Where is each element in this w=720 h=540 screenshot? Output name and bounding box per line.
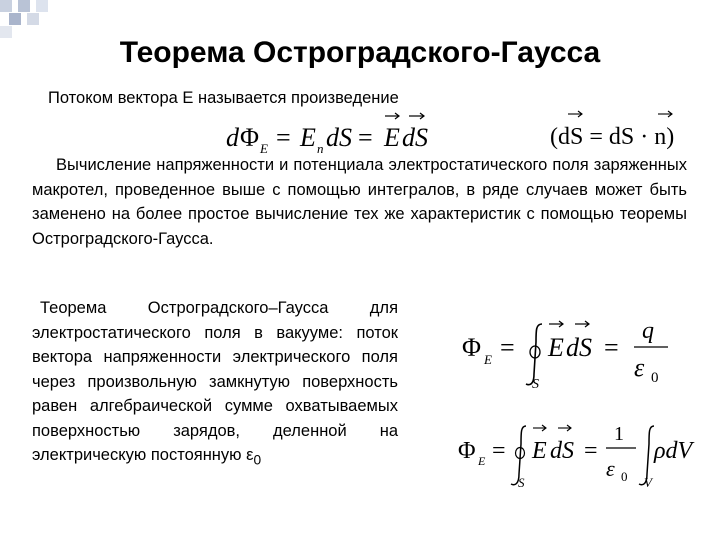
svg-text:=: = <box>604 333 619 362</box>
svg-text:q: q <box>642 318 654 344</box>
decor-square <box>27 13 39 25</box>
svg-text:V: V <box>644 475 652 490</box>
epsilon-subscript: 0 <box>253 452 262 468</box>
paragraph-1-text: Вычисление напряженности и потенциала электростатического поля заряженных макротел, проведенное выше с помощью интегралов, в ряде случаев может быть заменено на более простое вычисление тех же характеристик с помощью теоремы Остроградского-Гаусса. <box>32 156 687 248</box>
svg-text:(dS = dS · n): (dS = dS · n) <box>550 124 675 150</box>
svg-text:E: E <box>548 333 564 362</box>
svg-text:ε: ε <box>606 456 615 481</box>
svg-text:S: S <box>518 475 525 490</box>
decor-square <box>0 0 12 12</box>
decor-square <box>9 13 21 25</box>
paragraph-gauss-theorem <box>32 296 398 473</box>
svg-text:E: E <box>478 454 486 468</box>
svg-text:dS: dS <box>402 123 428 152</box>
svg-text:dS: dS <box>326 123 352 152</box>
svg-text:E: E <box>532 438 547 464</box>
svg-text:dS: dS <box>566 333 592 362</box>
paragraph-2-text: Теорема Остроградского–Гаусса для электростатического поля в вакууме: поток вектора напряженности электрического поля через произвольную замкнутую поверхность равен алгебраической сумме охватываемых поверхностью зарядов, деленной на электрическую постоянную ε <box>32 299 398 464</box>
svg-text:=: = <box>500 333 515 362</box>
decor-square <box>36 0 48 12</box>
svg-text:=: = <box>492 438 506 464</box>
svg-text:Φ: Φ <box>458 438 476 464</box>
svg-text:E: E <box>484 352 492 367</box>
svg-text:E: E <box>300 123 316 152</box>
svg-text:n: n <box>317 141 324 156</box>
slide-title: Теорема Остроградского-Гаусса <box>119 36 601 69</box>
svg-text:ε: ε <box>634 353 645 382</box>
svg-text:Φ: Φ <box>240 123 260 152</box>
svg-text:Φ: Φ <box>462 333 482 362</box>
svg-text:d: d <box>226 123 239 152</box>
paragraph-integrals <box>32 153 687 251</box>
svg-text:0: 0 <box>621 469 628 484</box>
gauss-law-density-formula <box>458 414 698 494</box>
svg-text:E: E <box>260 141 268 156</box>
svg-text:1: 1 <box>614 423 624 445</box>
decor-square <box>18 0 30 12</box>
svg-text:=: = <box>276 123 291 152</box>
area-vector-formula <box>550 104 690 154</box>
svg-text:=: = <box>358 123 373 152</box>
intro-text: Потоком вектора Е называется произведение <box>48 89 399 107</box>
gauss-law-formula <box>462 312 682 392</box>
svg-text:0: 0 <box>651 370 659 386</box>
svg-text:S: S <box>532 377 539 392</box>
svg-text:ρdV: ρdV <box>654 438 693 464</box>
svg-text:=: = <box>584 438 598 464</box>
flux-definition-formula <box>226 104 456 156</box>
svg-text:E: E <box>384 123 400 152</box>
svg-text:dS: dS <box>550 438 574 464</box>
